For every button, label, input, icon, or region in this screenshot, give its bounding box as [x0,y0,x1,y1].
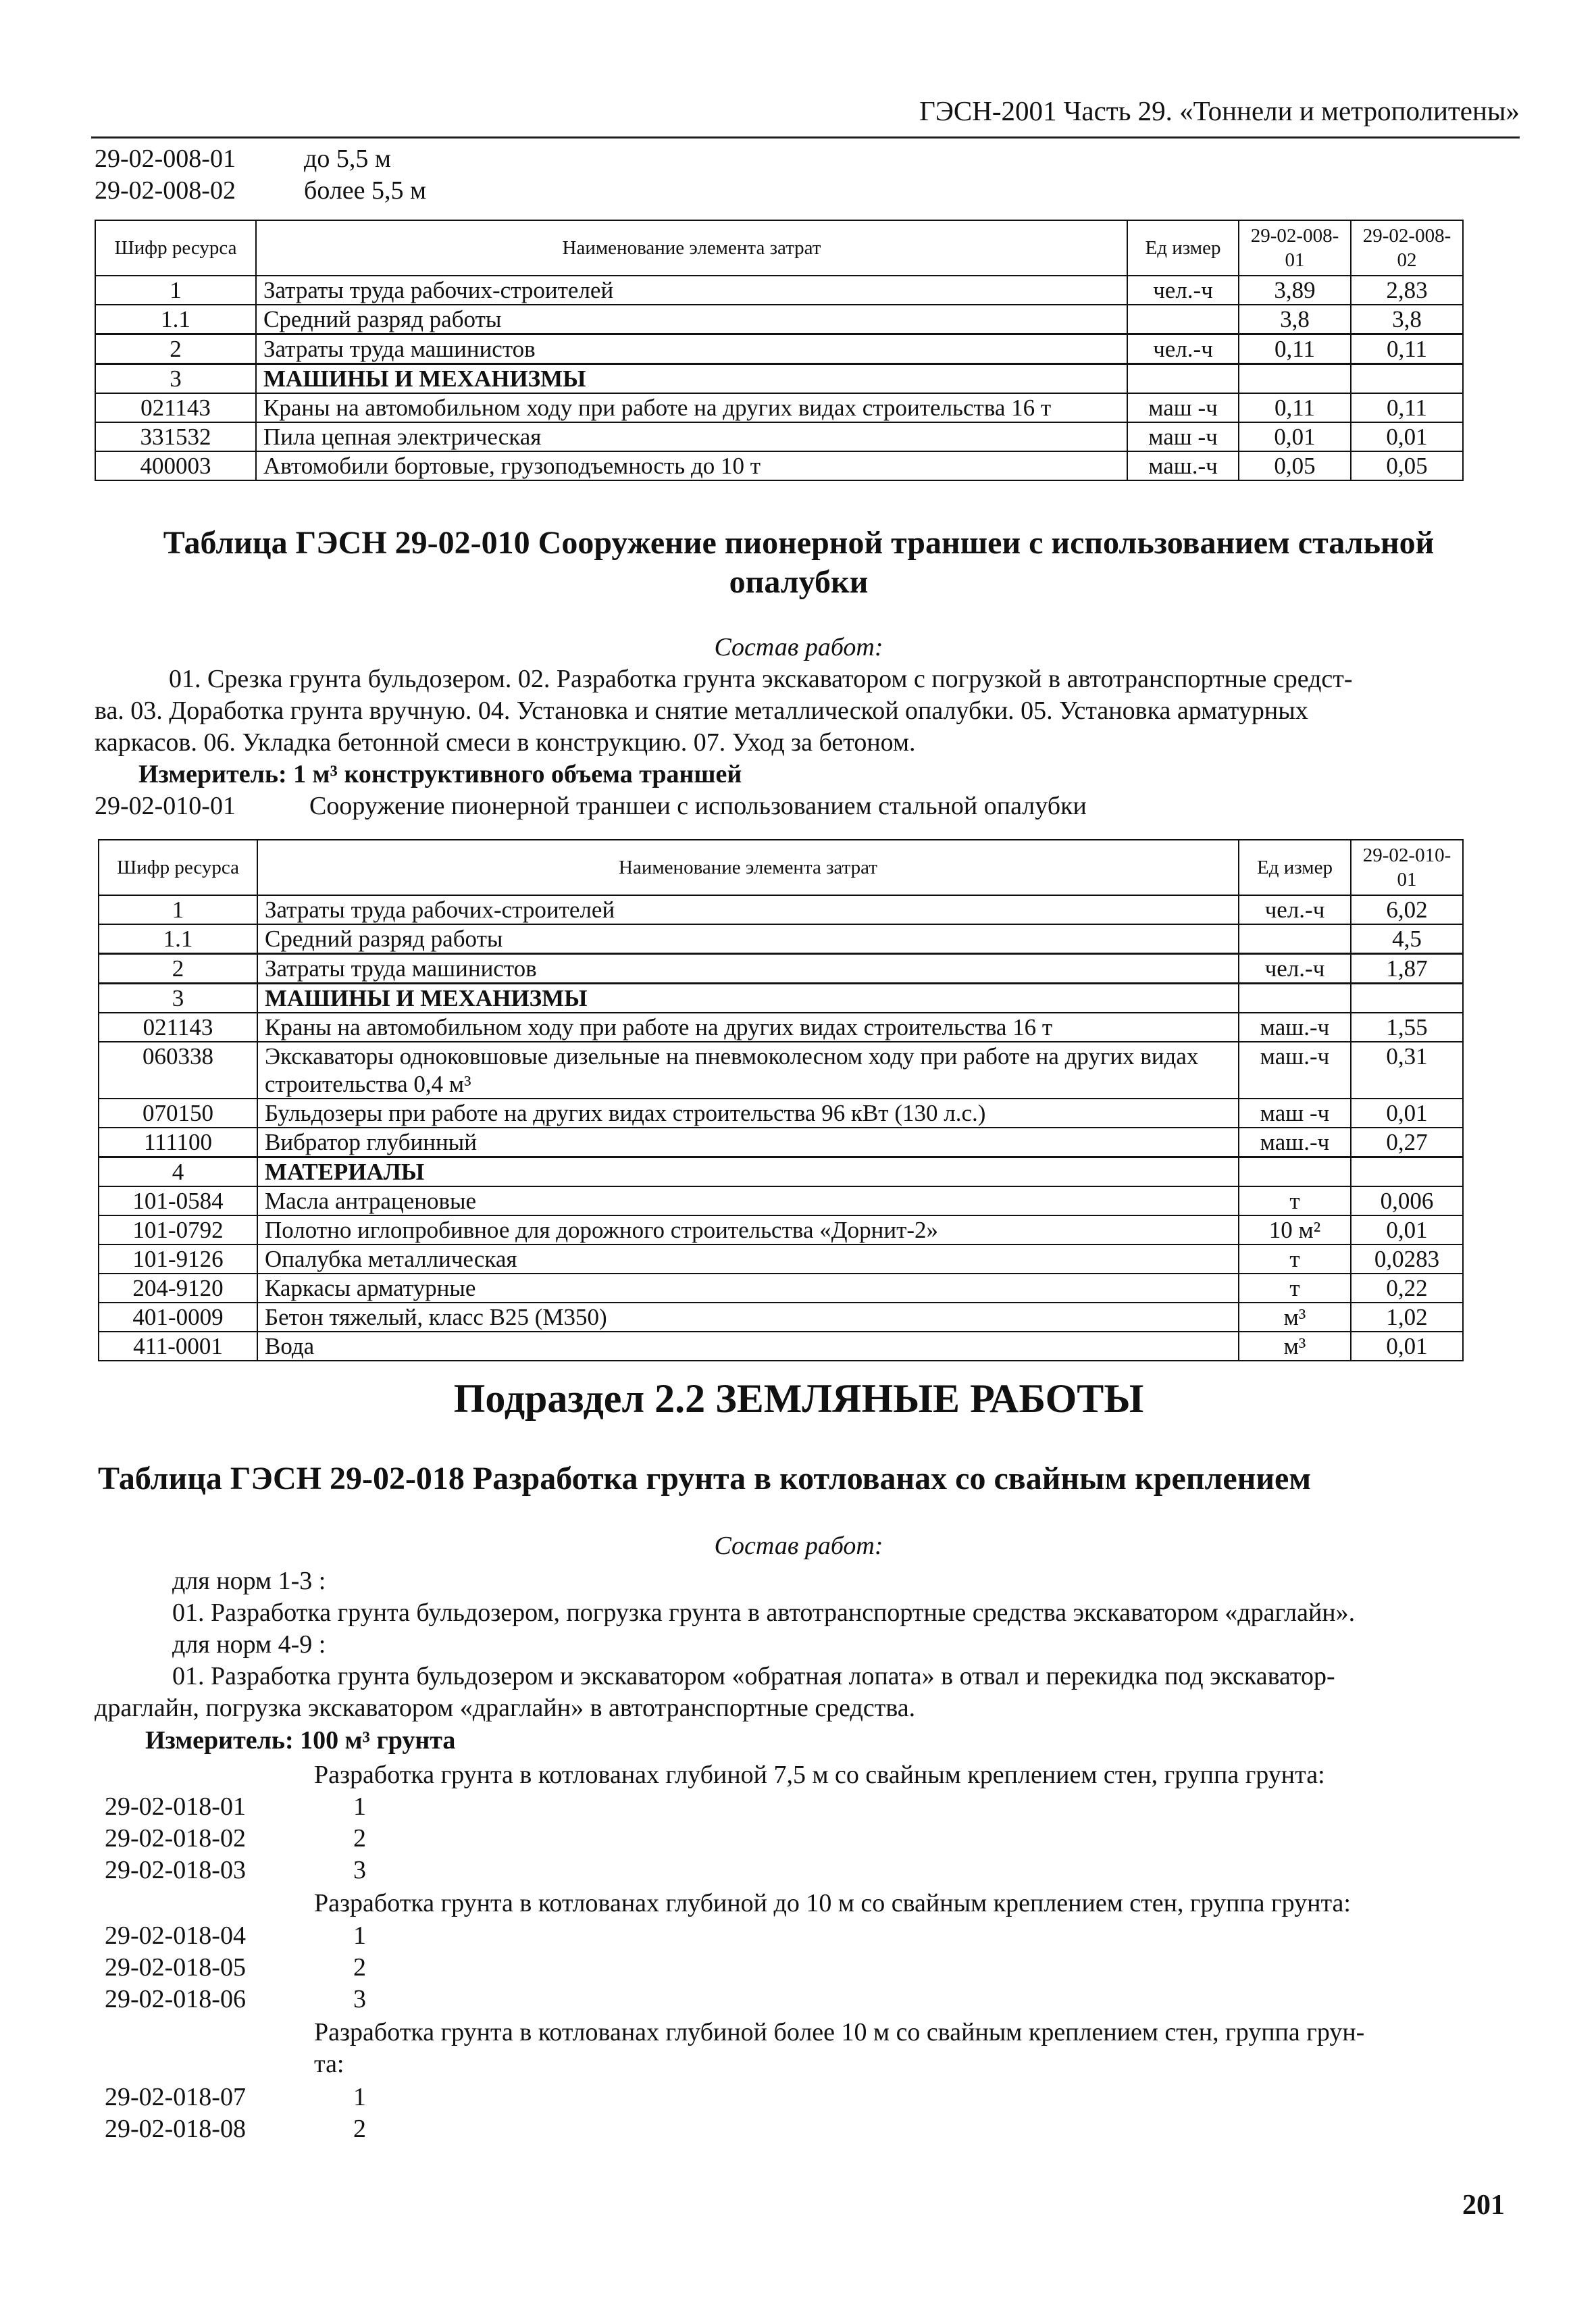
table-row: 101-0792 Полотно иглопробивное для дорожного строительства «Дорнит-2» 10 м² 0,01 [99,1215,1463,1244]
table-row: 331532 Пила цепная электрическая маш -ч 0,01 0,01 [95,422,1463,451]
table-title-018: Таблица ГЭСН 29-02-018 Разработка грунта в котлованах со свайным креплением [98,1461,1312,1496]
work-description: 01. Разработка грунта бульдозером, погрузка грунта в автотранспортные средства экскаватором «драглайн». [172,1599,1356,1627]
norms-label: для норм 1-3 : [172,1567,326,1595]
work-description: драглайн, погрузка экскаватором «драглайн» в автотранспортные средства. [95,1694,916,1722]
col-header: 29-02-008-02 [1351,220,1463,276]
measure-value: 1 м³ конструктивного объема траншей [293,760,742,788]
table-header-row [99,840,1463,895]
table-title-010: Таблица ГЭСН 29-02-010 Сооружение пионерной траншеи с использованием стальной опалубки [163,525,1435,600]
table-row: 1 Затраты труда рабочих-строителей чел.-ч 6,02 [99,895,1463,924]
group-title: Разработка грунта в котлованах глубиной 7,5 м со свайным креплением стен, группа грунта: [314,1761,1325,1789]
table-row: 2 Затраты труда машинистов чел.-ч 1,87 [99,954,1463,984]
table-row: 060338 Экскаваторы одноковшовые дизельные на пневмоколесном ходу при работе на других видах строительства 0,4 м³ маш.-ч 0,31 [99,1042,1463,1099]
table-row: 2 Затраты труда машинистов чел.-ч 0,11 0,11 [95,334,1463,364]
table-row: 021143 Краны на автомобильном ходу при работе на других видах строительства 16 т маш.-ч 1,55 [99,1013,1463,1042]
col-header: Наименование элемента затрат [257,840,1239,895]
table-row: 111100 Вибратор глубинный маш.-ч 0,27 [99,1128,1463,1157]
table-row: 1 Затраты труда рабочих-строителей чел.-ч 3,89 2,83 [95,276,1463,305]
table-row: 401-0009 Бетон тяжелый, класс В25 (М350) м³ 1,02 [99,1303,1463,1332]
code-row: 29-02-010-01 Сооружение пионерной траншеи с использованием стальной опалубки [95,792,1087,820]
resource-table-010 [98,839,1464,1361]
table-row: 3 МАШИНЫ И МЕХАНИЗМЫ [99,984,1463,1013]
code-row: 29-02-018-02 2 [105,1824,366,1853]
group-title: та: [314,2050,344,2078]
table-row: 101-9126 Опалубка металлическая т 0,0283 [99,1244,1463,1274]
col-header: 29-02-008-01 [1239,220,1351,276]
group-title: Разработка грунта в котлованах глубиной более 10 м со свайным креплением стен, группа грун- [314,2018,1365,2046]
table-row: 021143 Краны на автомобильном ходу при работе на других видах строительства 16 т маш -ч 0,11 0,11 [95,393,1463,422]
col-header: Шифр ресурса [95,220,256,276]
header-title: ГЭСН-2001 Часть 29. «Тоннели и метрополитены» [919,95,1520,126]
measure-label: Измеритель: [145,1726,294,1755]
table-row: 070150 Бульдозеры при работе на других видах строительства 96 кВт (130 л.с.) маш -ч 0,01 [99,1099,1463,1128]
measure-line [138,759,742,790]
code-label: более 5,5 м [304,176,427,205]
table-row: 3 МАШИНЫ И МЕХАНИЗМЫ [95,364,1463,394]
measure-label: Измеритель: [138,760,287,788]
table-row: 1.1 Средний разряд работы 4,5 [99,924,1463,954]
sostav-label: Состав работ: [714,633,883,661]
top-code-row [95,175,426,207]
code: 29-02-008-01 [95,145,236,173]
subsection-title: Подраздел 2.2 ЗЕМЛЯНЫЕ РАБОТЫ [453,1376,1144,1421]
sostav-label: Состав работ: [714,1532,883,1560]
table-row: 4 МАТЕРИАЛЫ [99,1157,1463,1187]
page-header [91,95,1520,139]
col-header: Ед измер [1127,220,1239,276]
table-row: 101-0584 Масла антраценовые т 0,006 [99,1186,1463,1215]
code-label: до 5,5 м [304,145,391,173]
table-row: 400003 Автомобили бортовые, грузоподъемность до 10 т маш.-ч 0,05 0,05 [95,451,1463,480]
code-row: 29-02-018-04 1 [105,1921,366,1950]
table-header-row [95,220,1463,276]
table-row: 204-9120 Каркасы арматурные т 0,22 [99,1274,1463,1303]
norms-label: для норм 4-9 : [172,1630,326,1659]
group-title: Разработка грунта в котлованах глубиной до 10 м со свайным креплением стен, группа грунта: [314,1889,1351,1917]
page-number: 201 [1462,2190,1505,2221]
works-description: 01. Срезка грунта бульдозером. 02. Разработка грунта экскаватором с погрузкой в автотранспортные средст- ва. 03. Доработка грунта вручную. 04. Установка и снятие металлической опалубки. 05. Установка арматурных каркасов. 06. Укладка бетонной смеси в конструкцию. 07. Уход за бетоном. [95,665,1353,757]
code: 29-02-008-02 [95,176,236,205]
code-row: 29-02-018-06 3 [105,1985,366,2013]
code-row: 29-02-018-08 2 [105,2115,366,2143]
table-row: 1.1 Средний разряд работы 3,8 3,8 [95,305,1463,334]
col-header: Наименование элемента затрат [256,220,1127,276]
measure-line [145,1725,455,1757]
code-row: 29-02-018-07 1 [105,2083,366,2111]
resource-table-008 [95,220,1464,481]
col-header: Шифр ресурса [99,840,257,895]
col-header: Ед измер [1239,840,1351,895]
col-header: 29-02-010-01 [1351,840,1463,895]
code-row: 29-02-018-03 3 [105,1856,366,1884]
table-row: 411-0001 Вода м³ 0,01 [99,1332,1463,1361]
code-row: 29-02-018-01 1 [105,1792,366,1821]
work-description: 01. Разработка грунта бульдозером и экскаватором «обратная лопата» в отвал и перекидка под экскаватор- [172,1662,1335,1690]
code-row: 29-02-018-05 2 [105,1953,366,1982]
measure-value: 100 м³ грунта [300,1726,456,1755]
top-code-row [95,143,391,175]
